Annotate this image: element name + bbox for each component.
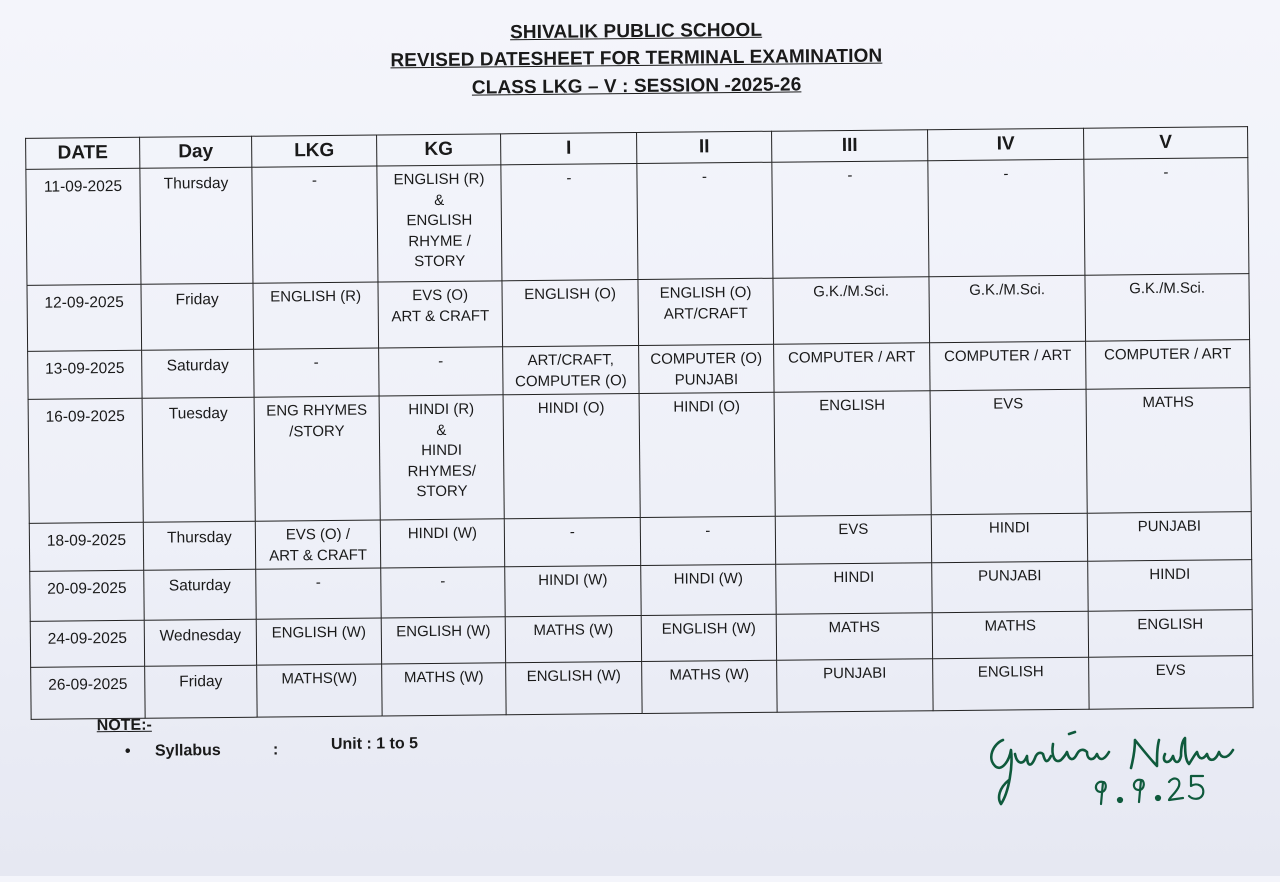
- table-cell-c3: ENGLISH: [774, 391, 931, 516]
- sheet-title: REVISED DATESHEET FOR TERMINAL EXAMINATION: [390, 45, 883, 72]
- table-cell-c4: HINDI: [931, 513, 1087, 562]
- table-cell-c4: -: [928, 159, 1085, 276]
- table-cell-day: Thursday: [143, 521, 255, 570]
- table-cell-c4: COMPUTER / ART: [930, 341, 1086, 390]
- document-header: [0, 0, 1276, 99]
- table-cell-c2: MATHS (W): [642, 660, 777, 713]
- table-cell-day: Friday: [141, 283, 254, 350]
- table-cell-c5: PUNJABI: [1087, 512, 1251, 562]
- table-cell-kg: MATHS (W): [382, 663, 506, 716]
- column-header: V: [1084, 127, 1248, 160]
- table-cell-lkg: ENG RHYMES /STORY: [254, 396, 380, 521]
- table-cell-date: 13-09-2025: [28, 350, 142, 399]
- column-header: KG: [377, 134, 501, 166]
- table-cell-c1: HINDI (W): [505, 565, 641, 616]
- table-cell-day: Saturday: [144, 569, 256, 620]
- table-cell-kg: ENGLISH (W): [381, 617, 505, 664]
- table-cell-day: Tuesday: [142, 397, 255, 522]
- table-cell-day: Thursday: [140, 167, 253, 284]
- table-cell-c5: EVS: [1089, 656, 1253, 710]
- table-cell-c5: -: [1084, 158, 1249, 276]
- table-row: [31, 656, 1253, 720]
- table-cell-c3: G.K./M.Sci.: [773, 277, 930, 344]
- table-cell-kg: ENGLISH (R) & ENGLISH RHYME / STORY: [377, 165, 502, 282]
- table-cell-c1: MATHS (W): [505, 615, 641, 662]
- table-cell-lkg: ENGLISH (R): [253, 282, 379, 349]
- table-cell-c1: -: [501, 164, 638, 281]
- column-header: IV: [928, 128, 1084, 160]
- table-cell-c5: MATHS: [1086, 388, 1251, 514]
- note-title: NOTE:-: [96, 716, 152, 735]
- table-cell-c4: EVS: [930, 389, 1087, 514]
- table-cell-day: Wednesday: [144, 619, 256, 666]
- table-cell-c3: MATHS: [776, 613, 932, 660]
- table-cell-c4: ENGLISH: [933, 657, 1089, 710]
- table-cell-c3: PUNJABI: [777, 659, 933, 712]
- table-cell-c5: COMPUTER / ART: [1086, 340, 1250, 390]
- syllabus-colon: :: [272, 741, 279, 759]
- table-cell-c4: PUNJABI: [932, 561, 1088, 612]
- table-row: [27, 274, 1250, 352]
- table-cell-kg: HINDI (W): [380, 519, 504, 568]
- table-cell-c4: MATHS: [932, 611, 1088, 658]
- table-cell-date: 24-09-2025: [30, 620, 144, 667]
- table-cell-c2: COMPUTER (O) PUNJABI: [639, 344, 774, 393]
- table-cell-c1: ENGLISH (W): [506, 661, 642, 714]
- table-cell-kg: EVS (O) ART & CRAFT: [378, 281, 503, 348]
- table-cell-c2: ENGLISH (O) ART/CRAFT: [638, 278, 774, 345]
- column-header: II: [637, 131, 772, 163]
- table-cell-c5: ENGLISH: [1088, 610, 1252, 658]
- table-cell-day: Friday: [145, 665, 257, 718]
- class-session: CLASS LKG – V : SESSION -2025-26: [471, 74, 802, 99]
- table-cell-date: 26-09-2025: [31, 666, 145, 719]
- table-cell-c1: ART/CRAFT, COMPUTER (O): [503, 346, 639, 395]
- table-cell-c1: HINDI (O): [503, 394, 640, 519]
- table-cell-date: 18-09-2025: [29, 522, 143, 571]
- table-cell-date: 20-09-2025: [30, 570, 144, 621]
- table-cell-lkg: -: [252, 166, 378, 283]
- table-cell-lkg: -: [256, 568, 381, 619]
- column-header: DATE: [26, 137, 140, 169]
- syllabus-label: Syllabus: [154, 742, 221, 760]
- datesheet-body: [26, 158, 1253, 720]
- table-row: [28, 388, 1251, 524]
- table-cell-lkg: -: [254, 348, 379, 397]
- column-header: I: [501, 133, 637, 165]
- table-cell-c2: -: [640, 516, 775, 565]
- table-cell-c2: HINDI (W): [641, 564, 776, 615]
- column-header: III: [772, 130, 928, 162]
- table-row: [26, 158, 1249, 286]
- table-cell-c3: COMPUTER / ART: [774, 343, 930, 392]
- table-cell-date: 11-09-2025: [26, 168, 141, 285]
- column-header: LKG: [252, 135, 377, 167]
- table-cell-kg: -: [379, 347, 503, 396]
- table-cell-kg: -: [381, 567, 505, 618]
- table-cell-date: 16-09-2025: [28, 398, 143, 523]
- syllabus-value: Unit : 1 to 5: [330, 735, 419, 753]
- handwritten-signature: [975, 718, 1265, 818]
- table-cell-kg: HINDI (R) & HINDI RHYMES/ STORY: [379, 395, 504, 520]
- table-cell-lkg: ENGLISH (W): [256, 618, 381, 665]
- bullet-icon: •: [124, 742, 131, 760]
- note-section: [96, 716, 419, 760]
- table-cell-c3: EVS: [775, 515, 931, 564]
- column-header: Day: [140, 136, 252, 168]
- table-cell-lkg: MATHS(W): [257, 664, 382, 717]
- table-cell-c1: ENGLISH (O): [502, 280, 639, 347]
- table-cell-c2: ENGLISH (W): [641, 614, 776, 661]
- table-cell-c2: -: [637, 162, 773, 279]
- datesheet-table: [25, 126, 1254, 720]
- school-name: SHIVALIK PUBLIC SCHOOL: [509, 19, 763, 44]
- table-cell-c3: -: [772, 161, 929, 278]
- table-cell-date: 12-09-2025: [27, 284, 142, 351]
- table-cell-c4: G.K./M.Sci.: [929, 275, 1086, 342]
- table-cell-lkg: EVS (O) / ART & CRAFT: [255, 520, 380, 569]
- table-cell-c5: G.K./M.Sci.: [1085, 274, 1250, 342]
- note-item: [124, 735, 525, 760]
- table-cell-c1: -: [504, 518, 640, 567]
- table-cell-c3: HINDI: [776, 563, 932, 614]
- table-cell-c5: HINDI: [1088, 560, 1252, 612]
- table-cell-c2: HINDI (O): [639, 392, 775, 517]
- table-cell-day: Saturday: [142, 349, 254, 398]
